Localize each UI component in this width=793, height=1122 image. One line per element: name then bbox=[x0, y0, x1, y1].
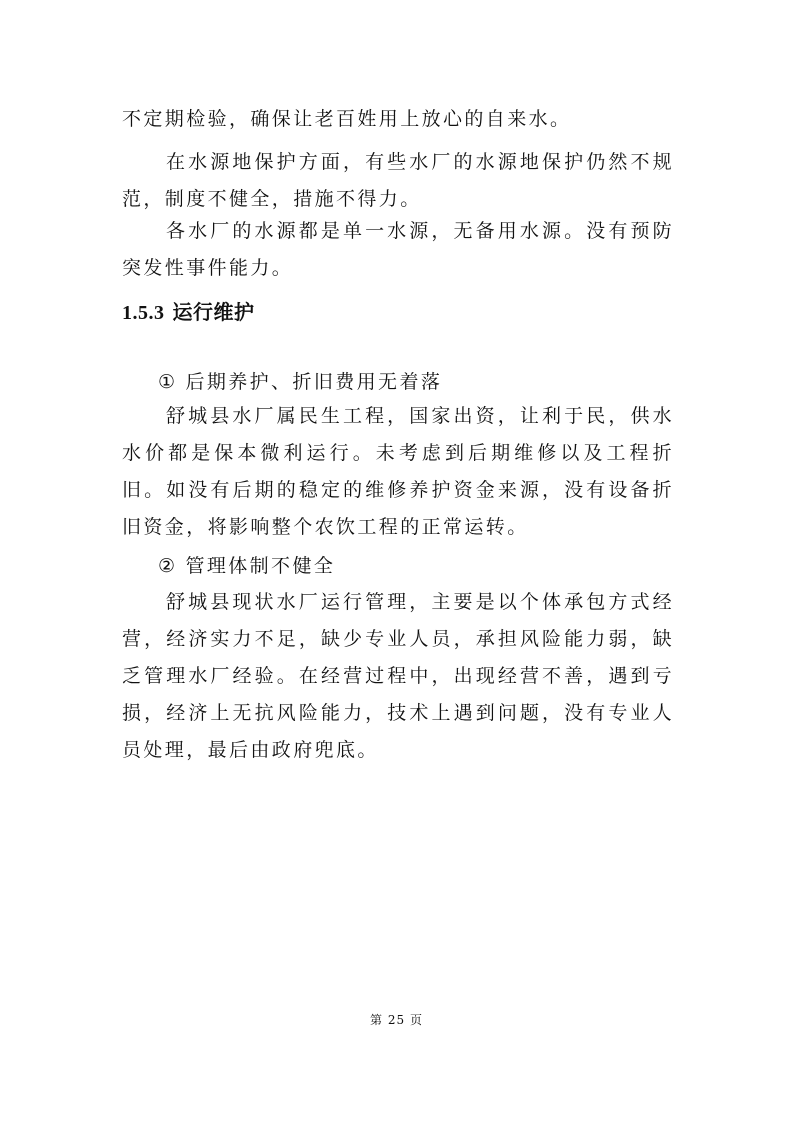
section-title: 运行维护 bbox=[172, 302, 255, 324]
list-item-maintenance-funds bbox=[158, 367, 442, 397]
list-item-text: 管理体制不健全 bbox=[185, 555, 336, 577]
list-item-management-system bbox=[158, 551, 335, 581]
page-number: 第 25 页 bbox=[370, 1013, 423, 1027]
paragraph-management-system: 舒城县现状水厂运行管理，主要是以个体承包方式经营，经济实力不足，缺少专业人员，承担风险能力弱，缺乏管理水厂经验。在经营过程中，出现经营不善，遇到亏损，经济上无抗风险能力，技术上遇到问题，没有专业人员处理，最后由政府兜底。 bbox=[122, 591, 674, 761]
section-heading bbox=[122, 300, 255, 326]
list-item-text: 后期养护、折旧费用无着落 bbox=[185, 371, 443, 393]
section-number: 1.5.3 bbox=[122, 302, 165, 324]
paragraph-maintenance-funds: 舒城县水厂属民生工程，国家出资，让利于民，供水水价都是保本微利运行。未考虑到后期维修以及工程折旧。如没有后期的稳定的维修养护资金来源，没有设备折旧资金，将影响整个农饮工程的正常运转。 bbox=[122, 405, 674, 538]
paragraph-single-water-source: 各水厂的水源都是单一水源，无备用水源。没有预防突发性事件能力。 bbox=[122, 220, 674, 279]
paragraph-continuation: 不定期检验，确保让老百姓用上放心的自来水。 bbox=[122, 108, 572, 130]
paragraph-water-source-protection: 在水源地保护方面，有些水厂的水源地保护仍然不规范，制度不健全，措施不得力。 bbox=[122, 151, 674, 210]
circled-number-two: ② bbox=[158, 555, 178, 577]
circled-number-one: ① bbox=[158, 371, 178, 393]
